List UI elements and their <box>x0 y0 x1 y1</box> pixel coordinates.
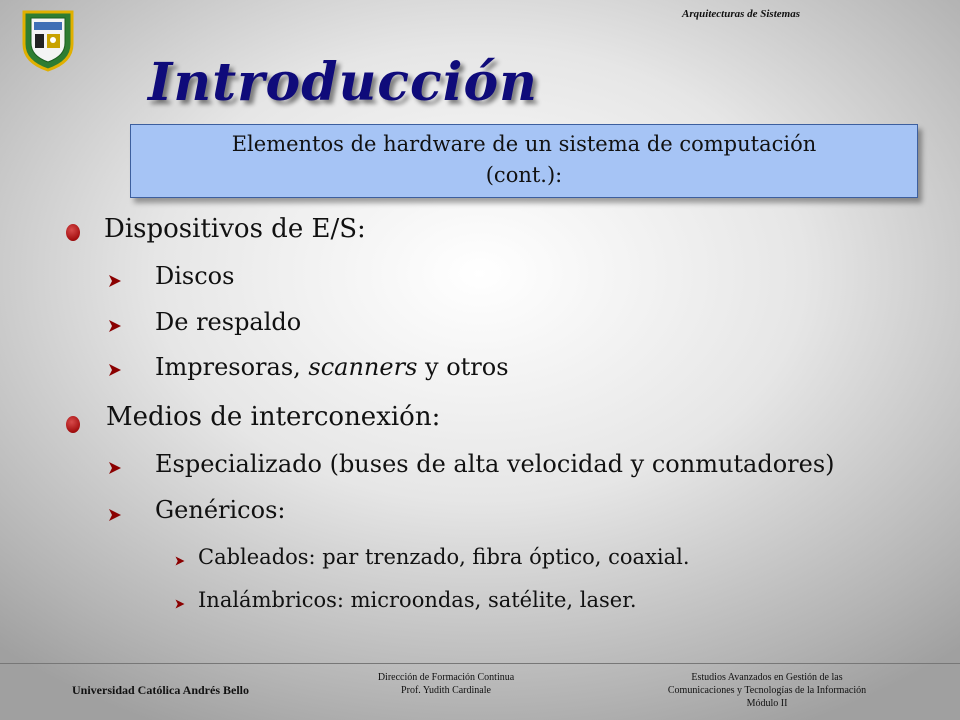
footer-mid-line: Dirección de Formación Continua <box>377 672 515 683</box>
arrow-bullet-icon <box>107 460 123 476</box>
item-text: Impresoras, <box>155 353 309 381</box>
footer-right-line: Comunicaciones y Tecnologías de la Información <box>667 685 867 696</box>
footer-mid-line: Prof. Yudith Cardinale <box>401 685 491 696</box>
list-item: Genéricos: <box>155 496 286 524</box>
arrow-bullet-icon <box>174 598 186 610</box>
footer-right-line: Estudios Avanzados en Gestión de las <box>691 672 843 683</box>
subtitle-line-2: (cont.): <box>485 163 563 187</box>
arrow-bullet-icon <box>107 507 123 523</box>
header-title: Arquitecturas de Sistemas <box>682 8 800 20</box>
arrow-bullet-icon <box>174 555 186 567</box>
bullet-dot-icon <box>66 224 80 241</box>
footer-program <box>632 671 902 710</box>
bullet-dot-icon <box>66 416 80 433</box>
list-item <box>155 353 509 381</box>
footer-right-line: Módulo II <box>746 698 788 709</box>
arrow-bullet-icon <box>107 273 123 289</box>
item-emphasis: scanners <box>308 353 418 381</box>
subtitle-line-1: Elementos de hardware de un sistema de computación <box>231 132 817 156</box>
arrow-bullet-icon <box>107 362 123 378</box>
university-logo <box>20 10 76 72</box>
list-item: Inalámbricos: microondas, satélite, laser. <box>198 588 637 612</box>
item-text: y otros <box>417 353 509 381</box>
list-item: Discos <box>155 262 235 290</box>
arrow-bullet-icon <box>107 318 123 334</box>
footer-divider <box>0 663 960 664</box>
footer-department <box>348 671 544 697</box>
list-item: Medios de interconexión: <box>106 402 441 432</box>
footer-university: Universidad Católica Andrés Bello <box>72 683 250 697</box>
subtitle-box <box>130 124 918 198</box>
list-item: Dispositivos de E/S: <box>104 214 366 244</box>
list-item: De respaldo <box>155 308 302 336</box>
list-item: Especializado (buses de alta velocidad y conmutadores) <box>155 450 835 478</box>
slide-title: Introducción <box>148 52 538 113</box>
list-item: Cableados: par trenzado, fibra óptico, coaxial. <box>198 545 690 569</box>
